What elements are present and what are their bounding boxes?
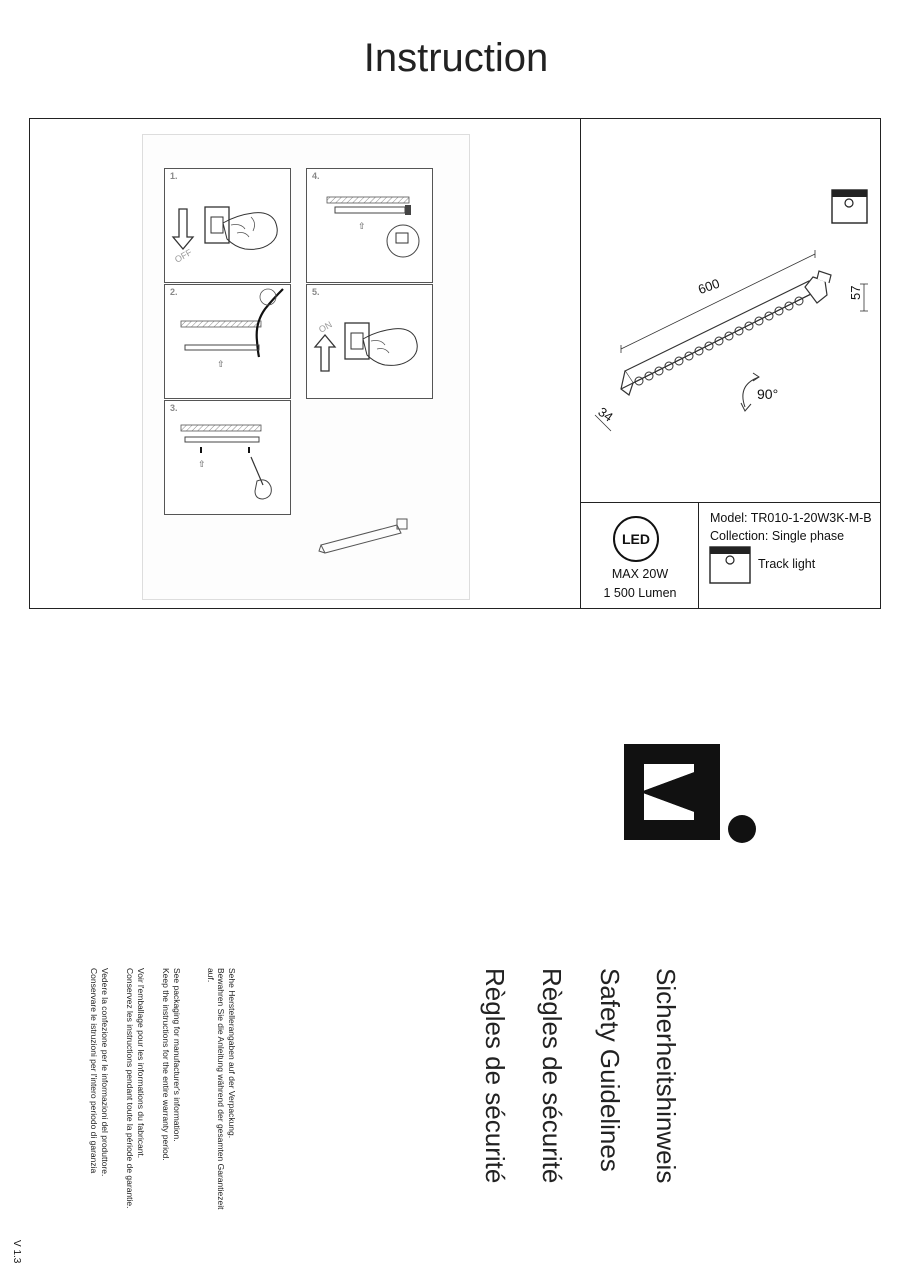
safety-line: Conservare le istruzioni per l'intero periodo di garanzia [89,968,100,1174]
lumen-value: 1 500 Lumen [603,586,677,600]
step-number: 2. [170,287,178,297]
step-number: 3. [170,403,178,413]
collection-name: Collection: Single phase [710,529,845,543]
mount-adapter-illustration [307,169,432,282]
step-1-panel [164,168,291,283]
frame-divider [580,502,881,503]
page-title: Instruction [363,36,549,80]
safety-line: Voir l'emballage pour les informations du fabricant. [136,968,146,1159]
width-dimension: 34 [595,404,616,425]
track-light-icon [709,546,751,584]
safety-heading: Safety Guidelines [595,968,625,1172]
frame-divider [698,502,699,609]
cable-install-illustration [165,285,290,398]
safety-heading: Règles de sécurité [537,968,567,1184]
screw-fix-illustration [165,401,290,514]
step-3-panel [164,400,291,515]
installation-sheet [142,134,470,600]
safety-line: Sehe Herstellerangaben auf der Verpackung. [227,968,237,1139]
product-small-view [313,513,423,559]
off-label: OFF [173,247,194,265]
max-power: MAX 20W [611,567,669,581]
step-number: 1. [170,171,178,181]
height-dimension: 57 [848,285,863,300]
safety-paragraph [89,968,110,1176]
svg-text:⇧: ⇧ [217,359,225,369]
led-badge-text: LED [622,531,650,547]
svg-text:⇧: ⇧ [358,221,366,231]
step-5-panel [306,284,433,399]
safety-paragraph [125,968,146,1209]
safety-heading: Règles de sécurité [480,968,510,1184]
length-dimension: 600 [696,275,722,298]
model-number: Model: TR010-1-20W3K-M-B [710,511,872,525]
safety-line: Keep the instructions for the entire warranty period. [161,968,172,1161]
safety-line: auf. [206,968,216,983]
rotation-angle: 90° [757,386,779,402]
safety-line: Conservez les instructions pendant toute la période de garantie. [125,968,136,1209]
safety-line: See packaging for manufacturer's information. [172,968,182,1142]
safety-heading: Sicherheitshinweis [651,968,681,1184]
switch-on-illustration [307,285,432,398]
step-2-panel [164,284,291,399]
safety-line: Vedere la confezione per le informazioni del produttore. [100,968,110,1177]
led-badge-icon [611,514,661,564]
brand-logo [622,742,762,846]
version-label: V 1.3 [11,1240,22,1264]
on-label: ON [317,319,334,335]
track-light-dimension-drawing [581,119,880,501]
step-number: 5. [312,287,320,297]
svg-text:⇧: ⇧ [198,459,206,469]
step-number: 4. [312,171,320,181]
safety-paragraph [161,968,182,1161]
safety-paragraph [206,968,238,1209]
safety-line: Bewahren Sie die Anleitung während der gesamten Garantiezeit [216,968,227,1210]
switch-off-illustration [165,169,290,282]
step-4-panel [306,168,433,283]
track-type: Track light [758,557,816,571]
